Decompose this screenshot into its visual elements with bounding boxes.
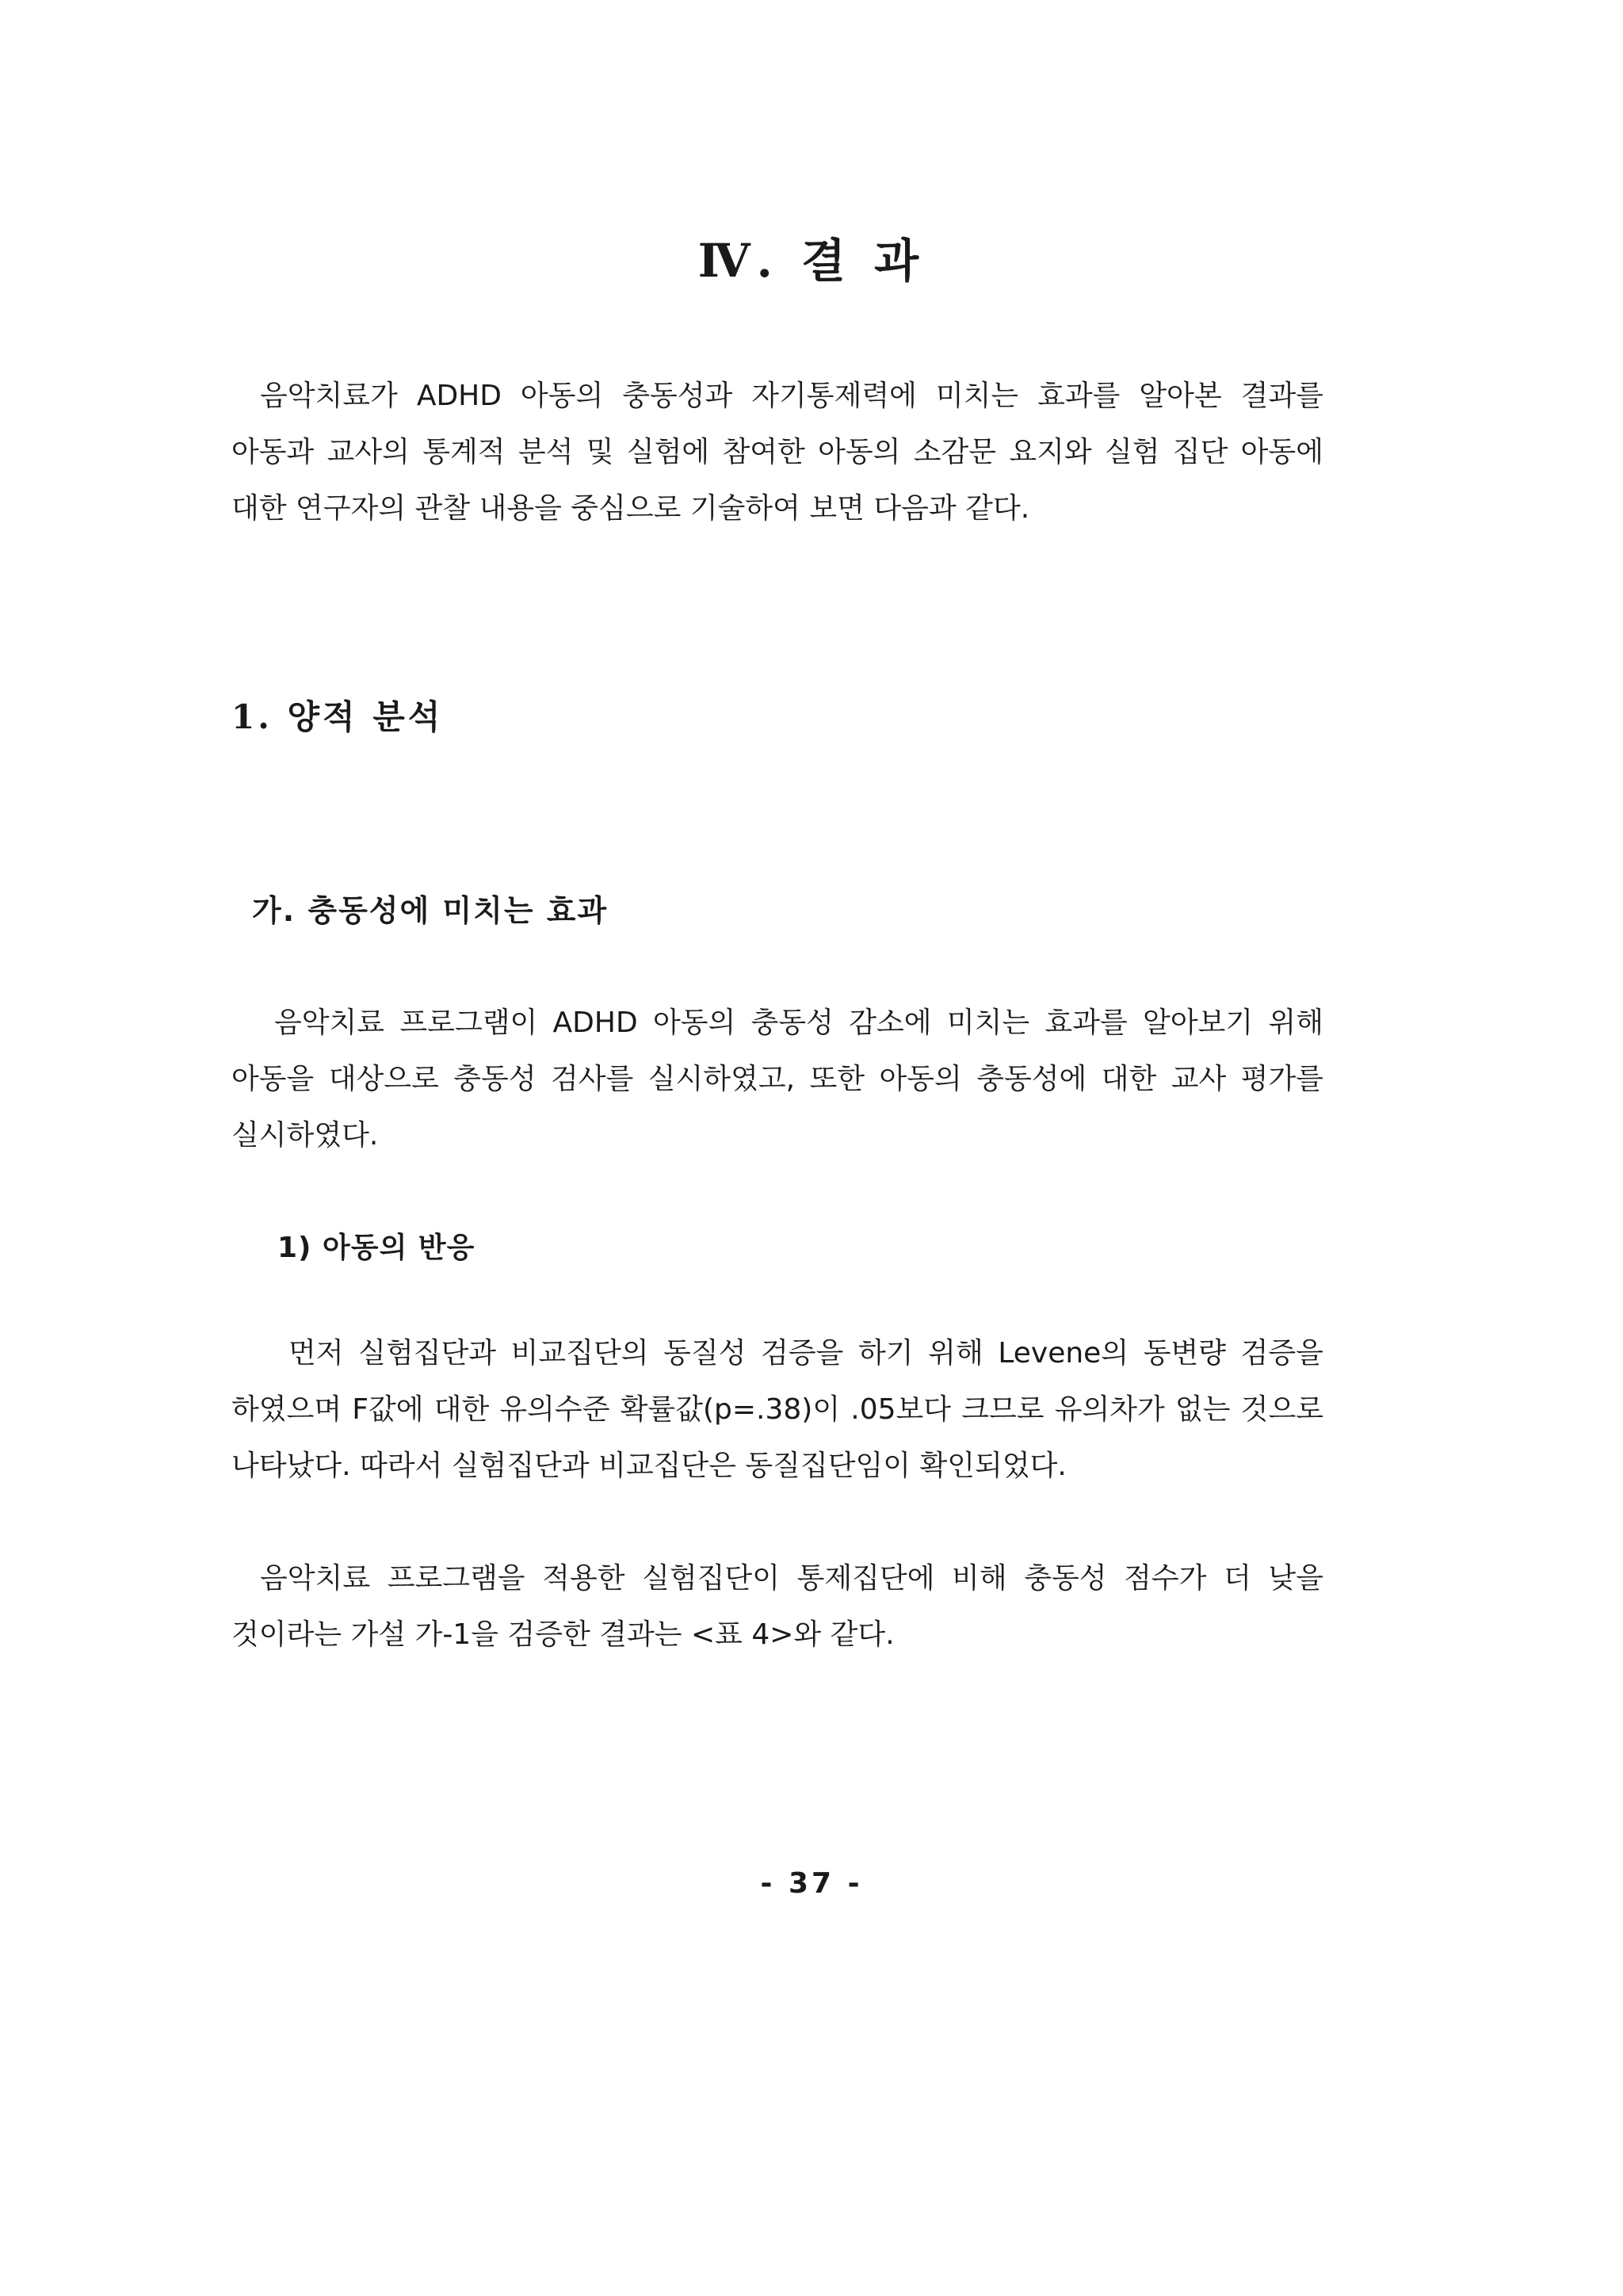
homogeneity-test-paragraph: 먼저 실험집단과 비교집단의 동질성 검증을 하기 위해 Levene의 동변량 검증을 하였으며 F값에 대한 유의수준 확률값(p=.38)이 .05보다 크므로 유의차가 없는 것으로 나타났다. 따라서 실험집단과 비교집단은 동질집단임이 확인되었다. [231, 1337, 1323, 1482]
chapter-title: Ⅳ. 결 과 [697, 234, 926, 288]
impulsivity-paragraph: 음악치료 프로그램이 ADHD 아동의 충동성 감소에 미치는 효과를 알아보기 위해 아동을 대상으로 충동성 검사를 실시하였고, 또한 아동의 충동성에 대한 교사 평가를 실시하였다. [231, 1007, 1323, 1152]
section-heading-quantitative-analysis: 1. 양적 분석 [231, 697, 444, 736]
page-number: - 37 - [760, 1867, 863, 1900]
subsection-heading-impulsivity-effect: 가. 충동성에 미치는 효과 [252, 893, 609, 928]
subsubsection-heading-child-response: 1) 아동의 반응 [277, 1232, 475, 1264]
hypothesis-test-paragraph: 음악치료 프로그램을 적용한 실험집단이 통제집단에 비해 충동성 점수가 더 낮을 것이라는 가설 가-1을 검증한 결과는 <표 4>와 같다. [231, 1562, 1323, 1651]
intro-paragraph: 음악치료가 ADHD 아동의 충동성과 자기통제력에 미치는 효과를 알아본 결과를 아동과 교사의 통계적 분석 및 실험에 참여한 아동의 소감문 요지와 실험 집단 아동에 대한 연구자의 관찰 내용을 중심으로 기술하여 보면 다음과 같다. [231, 380, 1323, 525]
